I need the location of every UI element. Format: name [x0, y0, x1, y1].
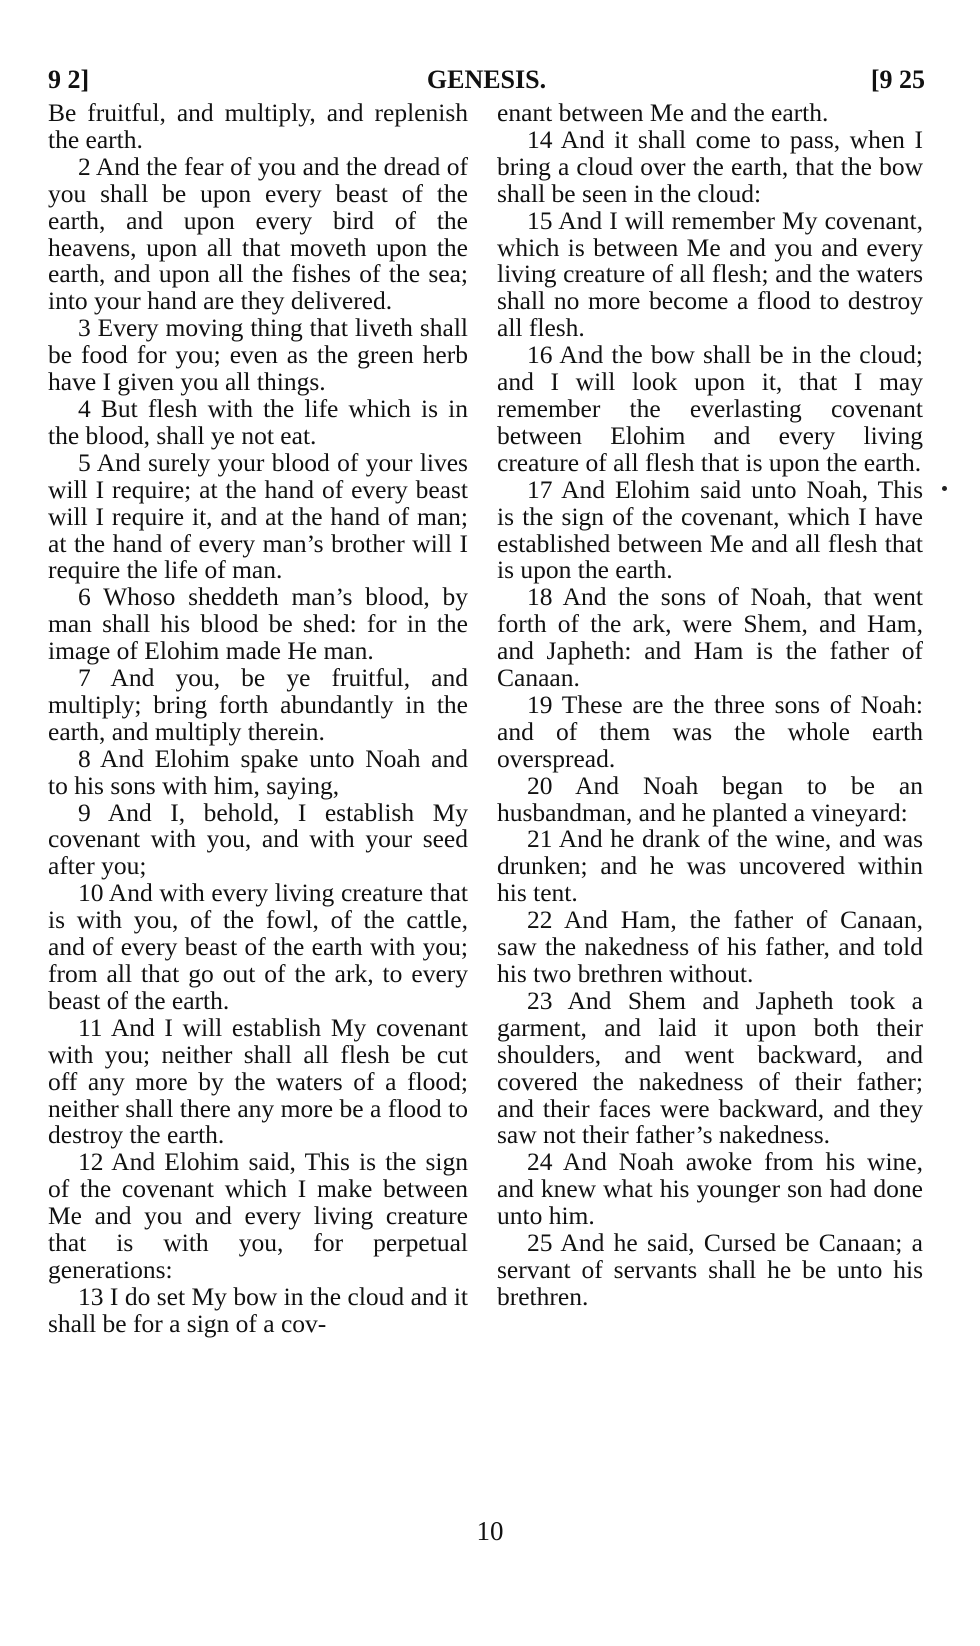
verse: 14 And it shall come to pass, when I bring a cloud over the earth, that the bow shall be seen in the cloud: [497, 124, 923, 208]
verse: 8 And Elohim spake unto Noah and to his sons with him, saying, [48, 743, 468, 800]
margin-dot [942, 486, 947, 491]
verse: 23 And Shem and Japheth took a garment, and laid it upon both their shoulders, and went backward, and covered the nakedness of their father; and their faces were backward, and they saw not their father’s nakedness. [497, 985, 923, 1150]
verse: 11 And I will establish My covenant with you; neither shall all flesh be cut off any more by the waters of a flood; neither shall there any more be a flood to destroy the earth. [48, 1012, 468, 1150]
verse: 19 These are the three sons of Noah: and of them was the whole earth overspread. [497, 689, 923, 773]
verse: 21 And he drank of the wine, and was drunken; and he was uncovered within his tent. [497, 824, 923, 908]
verse: 3 Every moving thing that liveth shall be food for you; even as the green herb have I given you all things. [48, 313, 468, 397]
verse: 12 And Elohim said, This is the sign of the covenant which I make between Me and you and every living creature that is with you, for perpetual generations: [48, 1147, 468, 1284]
verse: 5 And surely your blood of your lives will I require; at the hand of every beast will I require it, and at the hand of man; at the hand of every man’s brother will I require the life of man. [48, 447, 468, 585]
verse: 9 And I, behold, I establish My covenant with you, and with your seed after you; [48, 797, 468, 881]
verse: 17 And Elohim said unto Noah, This is the sign of the covenant, which I have established between Me and all flesh that is upon the earth. [497, 474, 923, 585]
verse: 22 And Ham, the father of Canaan, saw the nakedness of his father, and told his two brethren without. [497, 905, 923, 988]
verse: 25 And he said, Cursed be Canaan; a servant of servants shall he be unto his brethren. [497, 1228, 923, 1311]
header-verse-end: [9 25 [870, 65, 925, 94]
verse: 7 And you, be ye fruitful, and multiply; bring forth abundantly in the earth, and multiply therein. [48, 663, 468, 746]
running-header [48, 62, 925, 98]
verse-continuation: enant between Me and the earth. [497, 98, 829, 127]
verse: 6 Whoso sheddeth man’s blood, by man shall his blood be shed: for in the image of Elohim made He man. [48, 582, 468, 666]
left-column [48, 100, 468, 1338]
verse: 13 I do set My bow in the cloud and it shall be for a sign of a cov- [48, 1281, 468, 1338]
verse: 16 And the bow shall be in the cloud; and I will look upon it, that I may remember the everlasting covenant between Elohim and every living creature of all flesh that is upon the earth. [497, 340, 923, 477]
book-title: GENESIS. [426, 65, 547, 94]
verse: 20 And Noah began to be an husbandman, and he planted a vineyard: [497, 770, 923, 827]
header-verse-start: 9 2] [48, 65, 90, 94]
verse: 24 And Noah awoke from his wine, and knew what his younger son had done unto him. [497, 1147, 923, 1231]
verse: 18 And the sons of Noah, that went forth of the ark, were Shem, and Ham, and Japheth: and Ham is the father of Canaan. [497, 582, 923, 693]
verse: 10 And with every living creature that is with you, of the fowl, of the cattle, and of every beast of the earth with you; from all that go out of the ark, to every beast of the earth. [48, 878, 468, 1015]
verse-continuation: Be fruitful, and multiply, and replenish the earth. [48, 98, 468, 154]
verse: 2 And the fear of you and the dread of you shall be upon every beast of the earth, and upon every bird of the heavens, upon all that moveth upon the earth, and upon all the fishes of the sea; into your hand are they delivered. [48, 151, 468, 316]
right-column [497, 100, 923, 1311]
verse: 4 But flesh with the life which is in the blood, shall ye not eat. [48, 393, 468, 450]
page-number: 10 [476, 1516, 504, 1546]
verse: 15 And I will remember My covenant, which is between Me and you and every living creature of all flesh; and the waters shall no more become a flood to destroy all flesh. [497, 205, 923, 343]
